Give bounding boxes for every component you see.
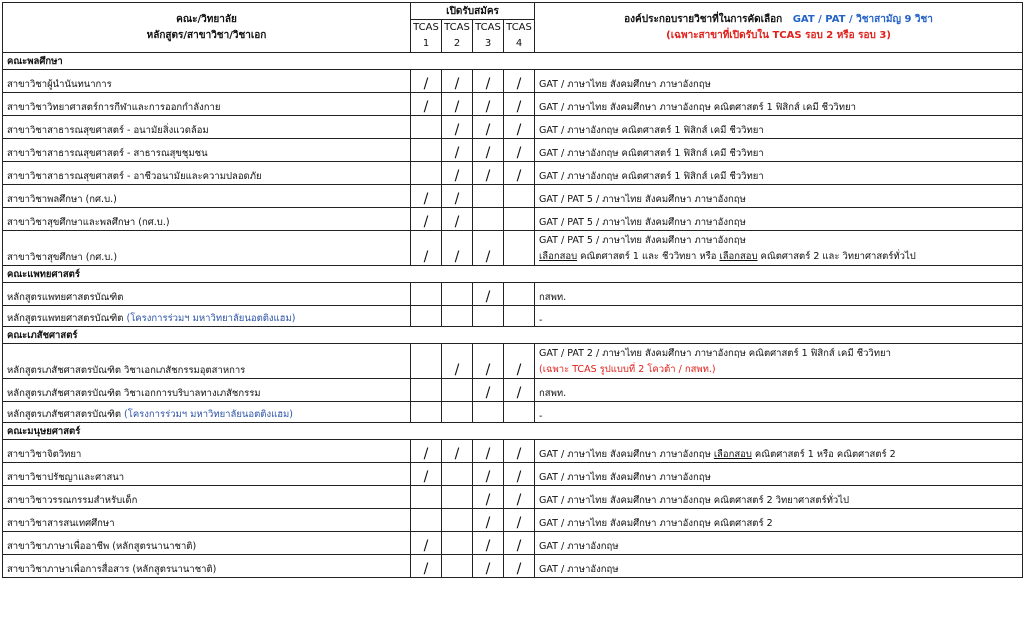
table-row <box>3 231 1023 266</box>
requirements-cell <box>535 402 1023 423</box>
tcas-1-mark: / <box>411 532 442 555</box>
tcas-4-mark <box>504 402 535 423</box>
requirements-text: GAT / PAT 5 / ภาษาไทย สังคมศึกษา ภาษาอังกฤษ <box>539 235 746 246</box>
table-row <box>3 532 1023 555</box>
faculty-header-line2: หลักสูตร/สาขาวิชา/วิชาเอก <box>146 29 267 41</box>
tcas-2-mark <box>442 402 473 423</box>
faculty-name: คณะเภสัชศาสตร์ <box>3 327 1023 344</box>
tcas-2-mark <box>442 486 473 509</box>
tcas-4-mark: / <box>504 532 535 555</box>
tcas-4-mark: / <box>504 555 535 578</box>
requirements-cell <box>535 379 1023 402</box>
faculty-name: คณะมนุษยศาสตร์ <box>3 423 1023 440</box>
faculty-row <box>3 423 1023 440</box>
requirements-cell <box>535 70 1023 93</box>
program-name-text: สาขาวิชาสารสนเทศศึกษา <box>7 518 115 529</box>
tcas-3-mark: / <box>473 139 504 162</box>
requirements-choice-line <box>539 249 1018 265</box>
tcas-4-mark: / <box>504 509 535 532</box>
program-name-text: สาขาวิชาสุขศึกษา (กศ.บ.) <box>7 252 118 263</box>
tcas-3-mark: / <box>473 116 504 139</box>
tcas-3-mark: / <box>473 70 504 93</box>
program-name <box>3 402 411 423</box>
program-name-text: หลักสูตรเภสัชศาสตรบัณฑิต วิชาเอกเภสัชกรรมอุตสาหการ <box>7 365 246 376</box>
faculty-row <box>3 53 1023 70</box>
tcas-3-mark: / <box>473 93 504 116</box>
tcas-2-mark <box>442 509 473 532</box>
tcas-2-mark: / <box>442 93 473 116</box>
table-row <box>3 486 1023 509</box>
tcas-1-mark: / <box>411 463 442 486</box>
requirements-cell <box>535 231 1023 266</box>
tcas-3-mark: / <box>473 486 504 509</box>
program-name-text: สาขาวิชาจิตวิทยา <box>7 449 82 460</box>
table-row <box>3 208 1023 231</box>
program-name-text: หลักสูตรแพทยศาสตรบัณฑิต <box>7 313 127 324</box>
faculty-row <box>3 327 1023 344</box>
tcas-1-mark: / <box>411 555 442 578</box>
requirements-text: กสพท. <box>539 388 567 399</box>
requirements-text: GAT / ภาษาไทย สังคมศึกษา ภาษาอังกฤษ <box>539 449 714 460</box>
tcas-4-mark: / <box>504 116 535 139</box>
program-name <box>3 440 411 463</box>
tcas-4-mark <box>504 208 535 231</box>
requirements-cell <box>535 283 1023 306</box>
open-admission-header: เปิดรับสมัคร <box>411 3 535 20</box>
tcas-1-mark: / <box>411 93 442 116</box>
program-name <box>3 116 411 139</box>
program-name-text: หลักสูตรเภสัชศาสตรบัณฑิต วิชาเอกการบริบาลทางเภสัชกรรม <box>7 388 261 399</box>
program-name-text: สาขาวิชาวิทยาศาสตร์การกีฬาและการออกกำลังกาย <box>7 102 221 113</box>
tcas-3-mark: / <box>473 231 504 266</box>
program-name <box>3 555 411 578</box>
requirements-choice-part: เลือกสอบ <box>719 251 758 262</box>
tcas-1-mark <box>411 344 442 379</box>
tcas-1-mark <box>411 139 442 162</box>
components-header-note: (เฉพาะสาขาที่เปิดรับใน TCAS รอบ 2 หรือ รอบ 3) <box>666 29 891 41</box>
admission-table <box>2 2 1023 578</box>
table-row <box>3 306 1023 327</box>
requirements-cell <box>535 463 1023 486</box>
table-row <box>3 139 1023 162</box>
tcas-header-1: TCAS 1 <box>411 20 442 53</box>
tcas-4-mark: / <box>504 440 535 463</box>
requirements-choice: เลือกสอบ <box>713 449 752 460</box>
tcas-3-mark: / <box>473 162 504 185</box>
program-name <box>3 379 411 402</box>
requirements-choice-part: เลือกสอบ <box>539 251 578 262</box>
requirements-cell <box>535 185 1023 208</box>
program-name-text: สาขาวิชาผู้นำนันทนาการ <box>7 79 112 90</box>
tcas-4-mark <box>504 231 535 266</box>
tcas-2-mark <box>442 463 473 486</box>
tcas-2-mark: / <box>442 440 473 463</box>
requirements-text: GAT / ภาษาไทย สังคมศึกษา ภาษาอังกฤษ <box>539 79 711 90</box>
tcas-2-mark: / <box>442 162 473 185</box>
components-header-prefix: องค์ประกอบรายวิชาที่ในการคัดเลือก <box>624 13 783 25</box>
tcas-4-mark: / <box>504 139 535 162</box>
tcas-2-mark: / <box>442 139 473 162</box>
tcas-1-mark <box>411 486 442 509</box>
tcas-4-mark: / <box>504 70 535 93</box>
table-row <box>3 344 1023 379</box>
requirements-cell <box>535 555 1023 578</box>
requirements-cell <box>535 139 1023 162</box>
requirements-text: GAT / PAT 5 / ภาษาไทย สังคมศึกษา ภาษาอังกฤษ <box>539 217 746 228</box>
requirements-text: GAT / ภาษาอังกฤษ คณิตศาสตร์ 1 ฟิสิกส์ เคมี ชีววิทยา <box>539 148 764 159</box>
tcas-header-3: TCAS 3 <box>473 20 504 53</box>
requirements-note: (เฉพาะ TCAS รูปแบบที่ 2 โควต้า / กสพท.) <box>539 364 716 375</box>
program-name-text: สาขาวิชาสาธารณสุขศาสตร์ - สาธารณสุขชุมชน <box>7 148 208 159</box>
tcas-1-mark <box>411 509 442 532</box>
program-joint-note: (โครงการร่วมฯ มหาวิทยาลัยนอตติงแฮม) <box>126 313 296 324</box>
program-name-text: สาขาวิชาภาษาเพื่อการสื่อสาร (หลักสูตรนานาชาติ) <box>7 564 217 575</box>
tcas-4-mark: / <box>504 379 535 402</box>
tcas-3-mark: / <box>473 440 504 463</box>
requirements-text: GAT / ภาษาอังกฤษ <box>539 541 619 552</box>
table-body <box>3 53 1023 578</box>
tcas-header-4: TCAS 4 <box>504 20 535 53</box>
table-row <box>3 509 1023 532</box>
requirements-text: GAT / ภาษาอังกฤษ <box>539 564 619 575</box>
requirements-text: GAT / PAT 5 / ภาษาไทย สังคมศึกษา ภาษาอังกฤษ <box>539 194 746 205</box>
tcas-4-mark <box>504 306 535 327</box>
tcas-2-mark: / <box>442 185 473 208</box>
tcas-1-mark: / <box>411 70 442 93</box>
requirements-text: - <box>539 411 543 422</box>
program-name <box>3 283 411 306</box>
tcas-3-mark: / <box>473 509 504 532</box>
faculty-header-line1: คณะ/วิทยาลัย <box>176 13 237 25</box>
requirements-cell <box>535 116 1023 139</box>
tcas-2-mark: / <box>442 70 473 93</box>
program-name <box>3 139 411 162</box>
tcas-3-mark: / <box>473 379 504 402</box>
program-name-text: สาขาวิชาสาธารณสุขศาสตร์ - อนามัยสิ่งแวดล้อม <box>7 125 209 136</box>
tcas-1-mark <box>411 283 442 306</box>
table-row <box>3 185 1023 208</box>
tcas-1-mark <box>411 116 442 139</box>
program-name <box>3 532 411 555</box>
tcas-3-mark <box>473 306 504 327</box>
tcas-3-mark: / <box>473 283 504 306</box>
tcas-1-mark: / <box>411 231 442 266</box>
tcas-4-mark: / <box>504 162 535 185</box>
requirements-choice-part: คณิตศาสตร์ 2 และ วิทยาศาสตร์ทั่วไป <box>757 251 916 262</box>
program-name-text: สาขาวิชาสาธารณสุขศาสตร์ - อาชีวอนามัยและความปลอดภัย <box>7 171 262 182</box>
table-row <box>3 555 1023 578</box>
program-name <box>3 344 411 379</box>
program-name-text: สาขาวิชาพลศึกษา (กศ.บ.) <box>7 194 117 205</box>
tcas-2-mark: / <box>442 116 473 139</box>
program-name <box>3 306 411 327</box>
table-row <box>3 463 1023 486</box>
tcas-2-mark: / <box>442 231 473 266</box>
tcas-3-mark: / <box>473 555 504 578</box>
tcas-1-mark <box>411 162 442 185</box>
tcas-1-mark <box>411 379 442 402</box>
program-name <box>3 509 411 532</box>
components-header-subjects: GAT / PAT / วิชาสามัญ 9 วิชา <box>792 13 933 25</box>
program-name-text: สาขาวิชาภาษาเพื่ออาชีพ (หลักสูตรนานาชาติ) <box>7 541 197 552</box>
tcas-1-mark: / <box>411 208 442 231</box>
requirements-text: กสพท. <box>539 292 567 303</box>
requirements-cell <box>535 486 1023 509</box>
tcas-1-mark: / <box>411 440 442 463</box>
tcas-4-mark: / <box>504 93 535 116</box>
tcas-2-mark: / <box>442 208 473 231</box>
program-name-text: สาขาวิชาปรัชญาและศาสนา <box>7 472 125 483</box>
requirements-text: - <box>539 315 543 326</box>
tcas-4-mark: / <box>504 463 535 486</box>
tcas-2-mark <box>442 532 473 555</box>
program-name <box>3 185 411 208</box>
program-name <box>3 463 411 486</box>
program-name <box>3 231 411 266</box>
faculty-column-header <box>3 3 411 53</box>
components-column-header <box>535 3 1023 53</box>
tcas-3-mark <box>473 402 504 423</box>
table-row <box>3 162 1023 185</box>
faculty-row <box>3 266 1023 283</box>
tcas-4-mark: / <box>504 486 535 509</box>
tcas-1-mark <box>411 402 442 423</box>
program-name-text: หลักสูตรเภสัชศาสตรบัณฑิต <box>7 409 125 420</box>
program-name <box>3 70 411 93</box>
program-joint-note: (โครงการร่วมฯ มหาวิทยาลัยนอตติงแฮม) <box>124 409 293 420</box>
tcas-4-mark <box>504 283 535 306</box>
requirements-text: GAT / ภาษาไทย สังคมศึกษา ภาษาอังกฤษ คณิตศาสตร์ 2 วิทยาศาสตร์ทั่วไป <box>539 495 850 506</box>
faculty-name: คณะพลศึกษา <box>3 53 1023 70</box>
requirements-text: GAT / ภาษาอังกฤษ คณิตศาสตร์ 1 ฟิสิกส์ เคมี ชีววิทยา <box>539 171 764 182</box>
requirements-cell <box>535 509 1023 532</box>
tcas-2-mark <box>442 379 473 402</box>
requirements-cell <box>535 344 1023 379</box>
program-name-text: สาขาวิชาวรรณกรรมสำหรับเด็ก <box>7 495 138 506</box>
tcas-3-mark: / <box>473 463 504 486</box>
program-name <box>3 93 411 116</box>
requirements-choice-part: คณิตศาสตร์ 1 และ ชีววิทยา หรือ <box>577 251 720 262</box>
requirements-text: GAT / ภาษาไทย สังคมศึกษา ภาษาอังกฤษ <box>539 472 711 483</box>
program-name <box>3 162 411 185</box>
requirements-text: GAT / ภาษาอังกฤษ คณิตศาสตร์ 1 ฟิสิกส์ เคมี ชีววิทยา <box>539 125 764 136</box>
program-name <box>3 486 411 509</box>
tcas-4-mark <box>504 185 535 208</box>
tcas-3-mark: / <box>473 532 504 555</box>
requirements-cell <box>535 208 1023 231</box>
tcas-2-mark <box>442 306 473 327</box>
table-row <box>3 116 1023 139</box>
tcas-3-mark <box>473 185 504 208</box>
tcas-4-mark: / <box>504 344 535 379</box>
table-row <box>3 379 1023 402</box>
requirements-text: GAT / ภาษาไทย สังคมศึกษา ภาษาอังกฤษ คณิตศาสตร์ 2 <box>539 518 773 529</box>
tcas-2-mark <box>442 555 473 578</box>
tcas-3-mark <box>473 208 504 231</box>
requirements-cell <box>535 93 1023 116</box>
tcas-1-mark <box>411 306 442 327</box>
tcas-1-mark: / <box>411 185 442 208</box>
requirements-cell <box>535 162 1023 185</box>
requirements-text: GAT / ภาษาไทย สังคมศึกษา ภาษาอังกฤษ คณิตศาสตร์ 1 ฟิสิกส์ เคมี ชีววิทยา <box>539 102 856 113</box>
requirements-cell <box>535 306 1023 327</box>
tcas-2-mark <box>442 283 473 306</box>
table-row <box>3 93 1023 116</box>
tcas-3-mark: / <box>473 344 504 379</box>
tcas-header-2: TCAS 2 <box>442 20 473 53</box>
requirements-text: GAT / PAT 2 / ภาษาไทย สังคมศึกษา ภาษาอังกฤษ คณิตศาสตร์ 1 ฟิสิกส์ เคมี ชีววิทยา <box>539 348 891 359</box>
table-row <box>3 440 1023 463</box>
requirements-cell <box>535 440 1023 463</box>
table-row <box>3 283 1023 306</box>
table-row <box>3 402 1023 423</box>
program-name <box>3 208 411 231</box>
requirements-text-tail: คณิตศาสตร์ 1 หรือ คณิตศาสตร์ 2 <box>751 449 896 460</box>
program-name-text: สาขาวิชาสุขศึกษาและพลศึกษา (กศ.บ.) <box>7 217 170 228</box>
table-row <box>3 70 1023 93</box>
tcas-2-mark: / <box>442 344 473 379</box>
faculty-name: คณะแพทยศาสตร์ <box>3 266 1023 283</box>
program-name-text: หลักสูตรแพทยศาสตรบัณฑิต <box>7 292 124 303</box>
requirements-cell <box>535 532 1023 555</box>
